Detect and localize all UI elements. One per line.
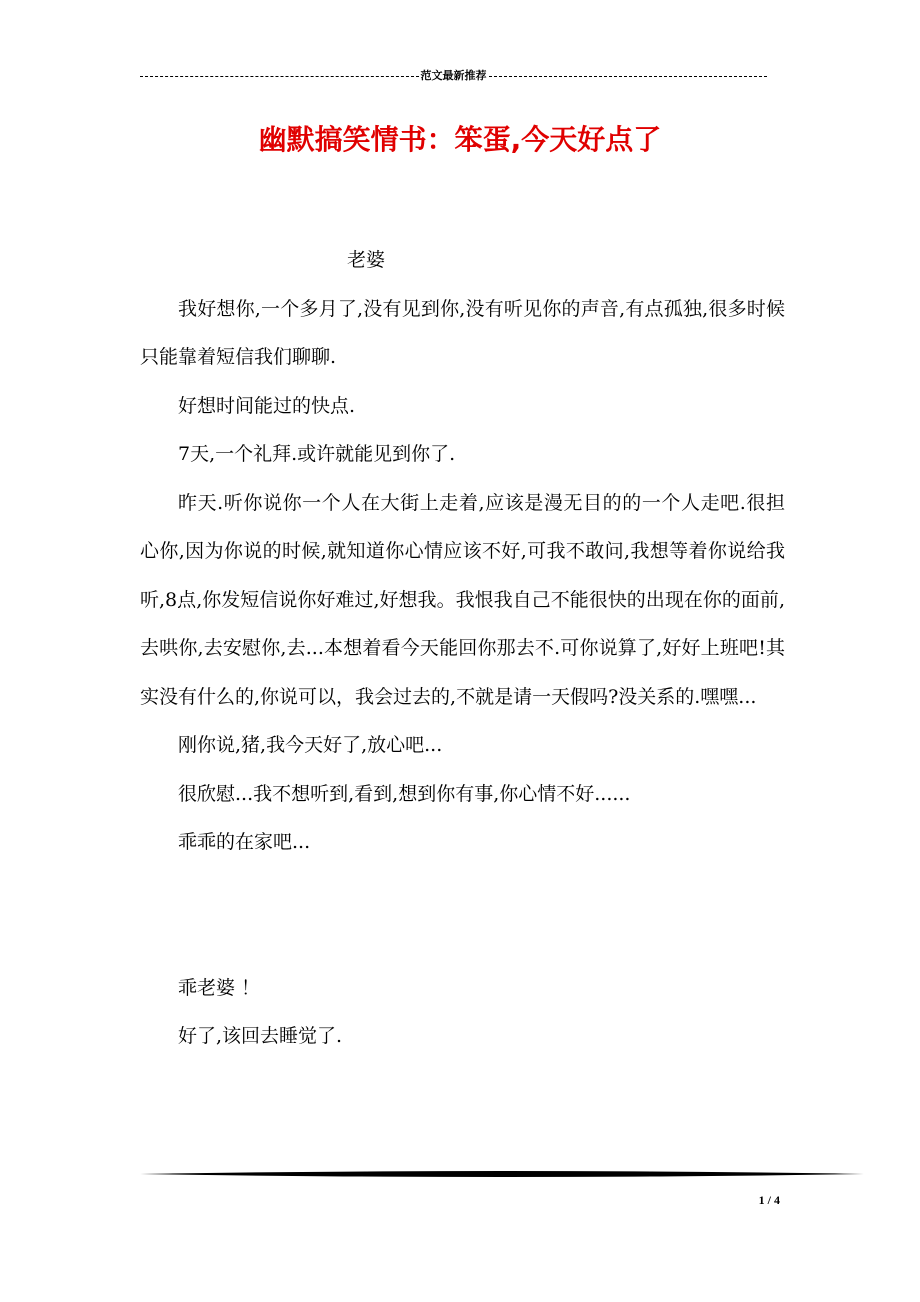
closing-line: 好了,该回去睡觉了. [178,1025,343,1047]
closing-line: 乖老婆 ！ [178,976,261,999]
paragraph: 好想时间能过的快点. [178,394,356,417]
paragraph: 刚你说,猪,我今天好了,放心吧... [178,734,443,756]
paragraph: 昨天.听你说你一个人在大街上走着,应该是漫无目的的一个人走吧.很担心你,因为你说的时候,就知道你心情应该不好,可我不敢问,我想等着你说给我听,8点,你发短信说你好难过,好想我。我恨我自己不能很快的出现在你的面前,去哄你,去安慰你,去...本想着看今天能回你那去不.可你说算了,好好上班吧!其实没有什么的,你说可以，我会过去的,不就是请一天假吗?没关系的.嘿嘿... [140,491,785,708]
page-header [140,68,767,84]
blank-space [140,867,785,964]
paragraph: 乖乖的在家吧... [178,831,311,853]
paragraph: 很欣慰...我不想听到,看到,想到你有事,你心情不好...... [178,782,631,805]
header-dashes-right [489,68,768,84]
paragraph: 7天,一个礼拜.或许就能见到你了. [178,443,456,465]
document-title: 幽默搞笑情书：笨蛋,今天好点了 [258,123,662,156]
footer-divider [140,1168,864,1180]
paragraph: 我好想你,一个多月了,没有见到你,没有听见你的声音,有点孤独,很多时候只能靠着短信我们聊聊. [140,297,785,368]
page-number: 1 / 4 [758,1193,780,1207]
header-label: 范文最新推荐 [420,69,487,82]
letter-body [140,236,785,1061]
greeting: 老婆 [347,249,386,271]
header-dashes-left [140,68,419,84]
